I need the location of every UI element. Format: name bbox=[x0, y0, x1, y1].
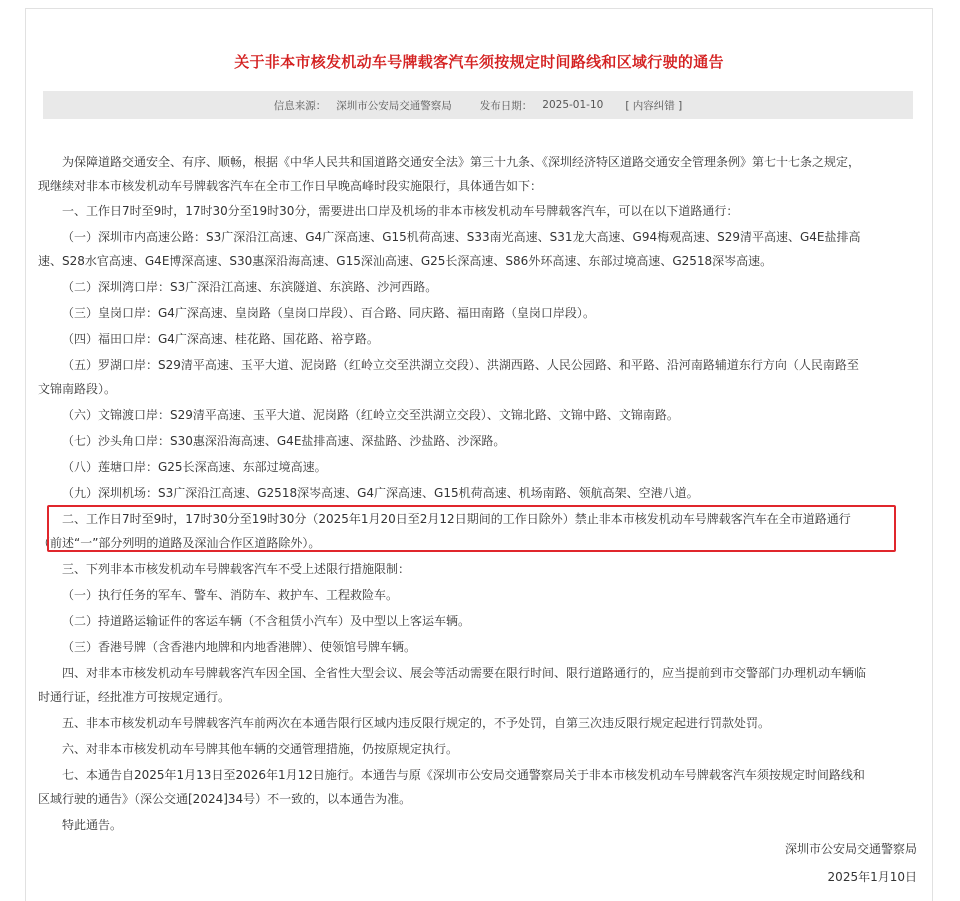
info-bar bbox=[43, 91, 913, 119]
paragraph-section-4: 四、对非本市核发机动车号牌载客汽车因全国、全省性大型会议、展会等活动需要在限行时间、限行道路通行的，应当提前到市交警部门办理机动车辆临时通行证，经批准方可按规定通行。 bbox=[38, 666, 867, 704]
paragraph-closing: 特此通告。 bbox=[62, 818, 123, 832]
paragraph-item-1-1: （一）深圳市内高速公路：S3广深沿江高速、G4广深高速、G15机荷高速、S33南光高速、S31龙大高速、G94梅观高速、S29清平高速、G4E盐排高速、S28水官高速、G4E博深高速、S30惠深沿海高速、G15深汕高速、G25长深高速、S86外环高速、东部过境高速、G2518深岑高速。 bbox=[38, 230, 861, 268]
paragraph-item-3-1: （一）执行任务的军车、警车、消防车、救护车、工程救险车。 bbox=[62, 588, 399, 602]
paragraph-section-7: 七、本通告自2025年1月13日至2026年1月12日施行。本通告与原《深圳市公安局交通警察局关于非本市核发机动车号牌载客汽车须按规定时间路线和区域行驶的通告》（深公交通[2024]34号）不一致的，以本通告为准。 bbox=[38, 768, 865, 806]
paragraph-item-1-8: （八）莲塘口岸：G25长深高速、东部过境高速。 bbox=[62, 460, 327, 474]
paragraph-section-3: 三、下列非本市核发机动车号牌载客汽车不受上述限行措施限制： bbox=[62, 562, 411, 576]
signature-org: 深圳市公安局交通警察局 bbox=[784, 842, 917, 856]
content-correction-link[interactable]: [ 内容纠错 ] bbox=[625, 99, 683, 112]
paragraph-item-1-4: （四）福田口岸：G4广深高速、桂花路、国花路、裕亨路。 bbox=[62, 332, 379, 346]
paragraph-item-1-3: （三）皇岗口岸：G4广深高速、皇岗路（皇岗口岸段）、百合路、同庆路、福田南路（皇岗口岸段）。 bbox=[62, 306, 595, 320]
paragraph-section-5: 五、非本市核发机动车号牌载客汽车前两次在本通告限行区域内违反限行规定的，不予处罚，自第三次违反限行规定起进行罚款处罚。 bbox=[62, 716, 771, 730]
paragraph-intro: 为保障道路交通安全、有序、顺畅，根据《中华人民共和国道路交通安全法》第三十九条、《深圳经济特区道路交通安全管理条例》第七十七条之规定，现继续对非本市核发机动车号牌载客汽车在全市工作日早晚高峰时段实施限行，具体通告如下： bbox=[38, 155, 861, 193]
source-value: 深圳市公安局交通警察局 bbox=[336, 99, 452, 112]
paragraph-item-3-3: （三）香港号牌（含香港内地牌和内地香港牌）、使领馆号牌车辆。 bbox=[62, 640, 417, 654]
paragraph-item-3-2: （二）持道路运输证件的客运车辆（不含租赁小汽车）及中型以上客运车辆。 bbox=[62, 614, 471, 628]
date-label: 发布日期： bbox=[479, 99, 533, 112]
date-value: 2025-01-10 bbox=[542, 99, 604, 111]
notice-title: 关于非本市核发机动车号牌载客汽车须按规定时间路线和区域行驶的通告 bbox=[234, 53, 724, 71]
paragraph-item-1-9: （九）深圳机场：S3广深沿江高速、G2518深岑高速、G4广深高速、G15机荷高速、机场南路、领航高架、空港八道。 bbox=[62, 486, 699, 500]
paragraph-section-1: 一、工作日7时至9时，17时30分至19时30分，需要进出口岸及机场的非本市核发机动车号牌载客汽车，可以在以下道路通行： bbox=[62, 204, 739, 218]
paragraph-item-1-5: （五）罗湖口岸：S29清平高速、玉平大道、泥岗路（红岭立交至洪湖立交段）、洪湖西路、人民公园路、和平路、沿河南路辅道东行方向（人民南路至文锦南路段）。 bbox=[38, 358, 859, 396]
paragraph-item-1-7: （七）沙头角口岸：S30惠深沿海高速、G4E盐排高速、深盐路、沙盐路、沙深路。 bbox=[62, 434, 506, 448]
paragraph-item-1-2: （二）深圳湾口岸：S3广深沿江高速、东滨隧道、东滨路、沙河西路。 bbox=[62, 280, 438, 294]
paragraph-section-2: 二、工作日7时至9时，17时30分至19时30分（2025年1月20日至2月12日期间的工作日除外）禁止非本市核发机动车号牌载客汽车在全市道路通行（前述“一”部分列明的道路及深汕合作区道路除外）。 bbox=[38, 512, 851, 550]
paragraph-item-1-6: （六）文锦渡口岸：S29清平高速、玉平大道、泥岗路（红岭立交至洪湖立交段）、文锦北路、文锦中路、文锦南路。 bbox=[62, 408, 679, 422]
source-label: 信息来源： bbox=[273, 99, 327, 112]
paragraph-section-6: 六、对非本市核发机动车号牌其他车辆的交通管理措施，仍按原规定执行。 bbox=[62, 742, 459, 756]
signature-date: 2025年1月10日 bbox=[827, 870, 917, 884]
notice-body bbox=[38, 150, 870, 839]
